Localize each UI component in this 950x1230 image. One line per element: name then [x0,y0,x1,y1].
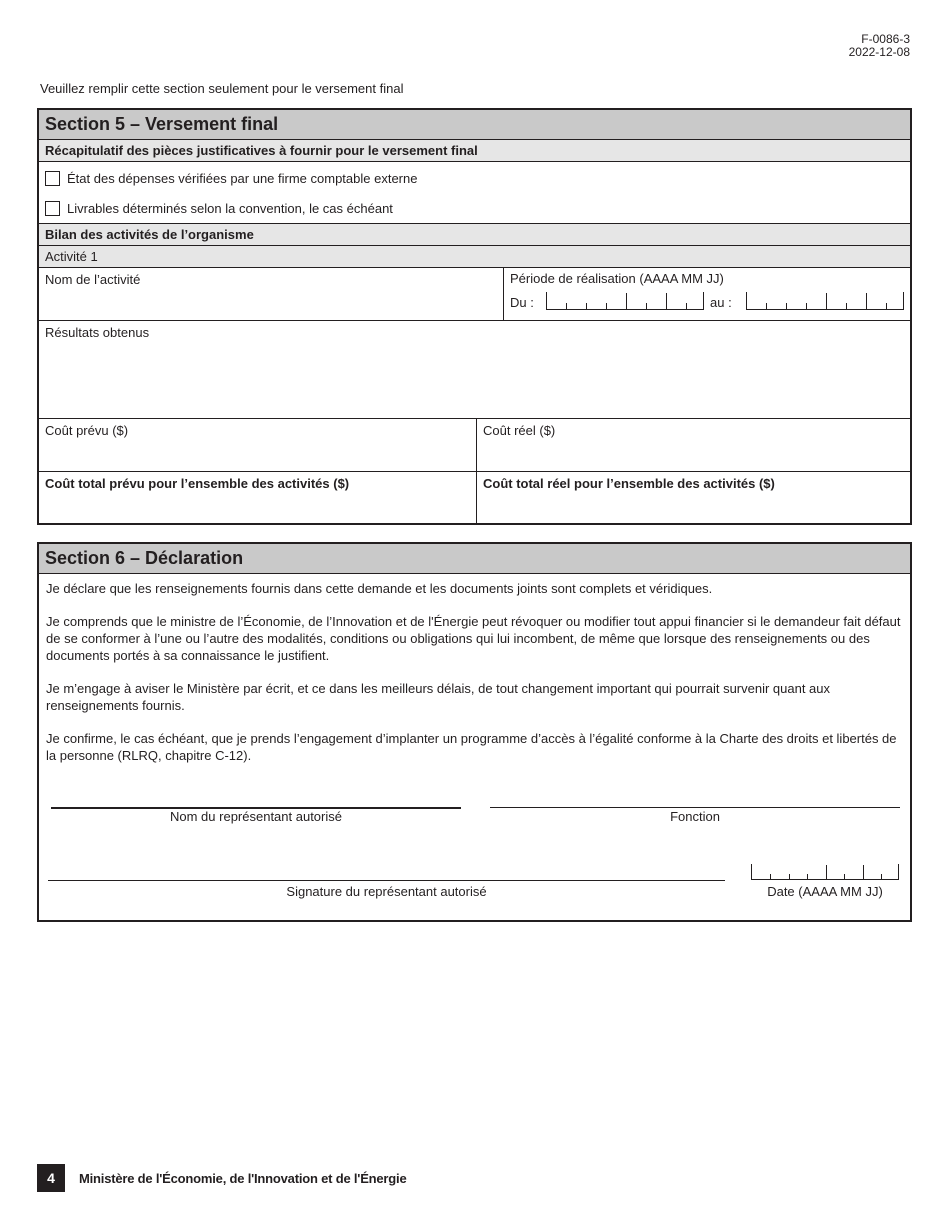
checkbox-row-expenses [39,162,910,192]
declaration-paragraph: Je comprends que le ministre de l’Économie, de l’Innovation et de l'Énergie peut révoquer ou modifier tout appui financier si le demandeur fait défaut de se conformer à l’une ou l’autre des modalités, conditions ou obligations qui lui incombent, de même que lorsque des renseignements ou des documents portés à sa connaissance le justifient. [46,614,901,663]
section-5 [37,108,912,525]
activities-heading: Bilan des activités de l’organisme [39,224,910,246]
activity-label: Activité 1 [39,246,910,268]
form-code [849,33,910,59]
planned-cost-label: Coût prévu ($) [45,423,129,438]
section-6 [37,542,912,922]
checkbox-row-deliverables [39,192,910,224]
declaration-paragraph: Je confirme, le cas échéant, que je prends l’engagement d’implanter un programme d’accès à l’égalité conforme à la Charte des droits et libertés de la personne (RLRQ, chapitre C-12). [46,731,897,763]
deliverables-label: Livrables déterminés selon la convention, le cas échéant [67,201,393,216]
date-label: Date (AAAA MM JJ) [767,884,883,899]
function-field[interactable] [490,807,900,808]
signature-date-field[interactable] [751,864,899,880]
total-cost-row [39,472,910,523]
end-date-field[interactable] [746,292,904,310]
declaration-paragraph: Je m’engage à aviser le Ministère par écrit, et ce dans les meilleurs délais, de tout changement important qui pourrait survenir quant aux renseignements fournis. [46,681,831,713]
total-planned-cost-label: Coût total prévu pour l’ensemble des activités ($) [45,476,350,491]
period-cell [504,268,910,320]
activity-name-field[interactable] [39,268,504,320]
results-label: Résultats obtenus [45,325,150,340]
from-label: Du : [510,295,534,310]
total-actual-cost-label: Coût total réel pour l’ensemble des activités ($) [483,476,775,491]
audited-expenses-checkbox[interactable] [45,171,60,186]
cost-row [39,419,910,472]
actual-cost-field[interactable] [477,419,910,471]
declaration-text [39,574,910,764]
form-date: 2022-12-08 [848,45,910,59]
rep-name-label: Nom du représentant autorisé [170,809,342,824]
activity-row [39,268,910,321]
audited-expenses-label: État des dépenses vérifiées par une firme comptable externe [67,170,418,186]
start-date-field[interactable] [546,292,704,310]
activity-name-label: Nom de l’activité [45,272,141,287]
results-field[interactable] [39,321,910,419]
to-label: au : [710,295,732,310]
ministry-name: Ministère de l'Économie, de l'Innovation et de l'Énergie [79,1171,407,1186]
page-number: 4 [37,1164,65,1192]
actual-cost-label: Coût réel ($) [483,423,556,438]
function-label: Fonction [670,809,720,824]
signature-label: Signature du représentant autorisé [286,884,487,899]
total-planned-cost-field[interactable] [39,472,477,523]
planned-cost-field[interactable] [39,419,477,471]
section-5-title: Section 5 – Versement final [39,110,910,140]
section-6-title: Section 6 – Déclaration [39,544,910,574]
signature-field[interactable] [48,880,725,881]
form-number: F-0086-3 [861,32,910,46]
total-actual-cost-field[interactable] [477,472,910,523]
documents-heading: Récapitulatif des pièces justificatives à fournir pour le versement final [39,140,910,162]
declaration-paragraph: Je déclare que les renseignements fournis dans cette demande et les documents joints sont complets et véridiques. [46,581,713,596]
deliverables-checkbox[interactable] [45,201,60,216]
section-instruction: Veuillez remplir cette section seulement pour le versement final [40,81,404,96]
period-label: Période de réalisation (AAAA MM JJ) [510,271,724,286]
